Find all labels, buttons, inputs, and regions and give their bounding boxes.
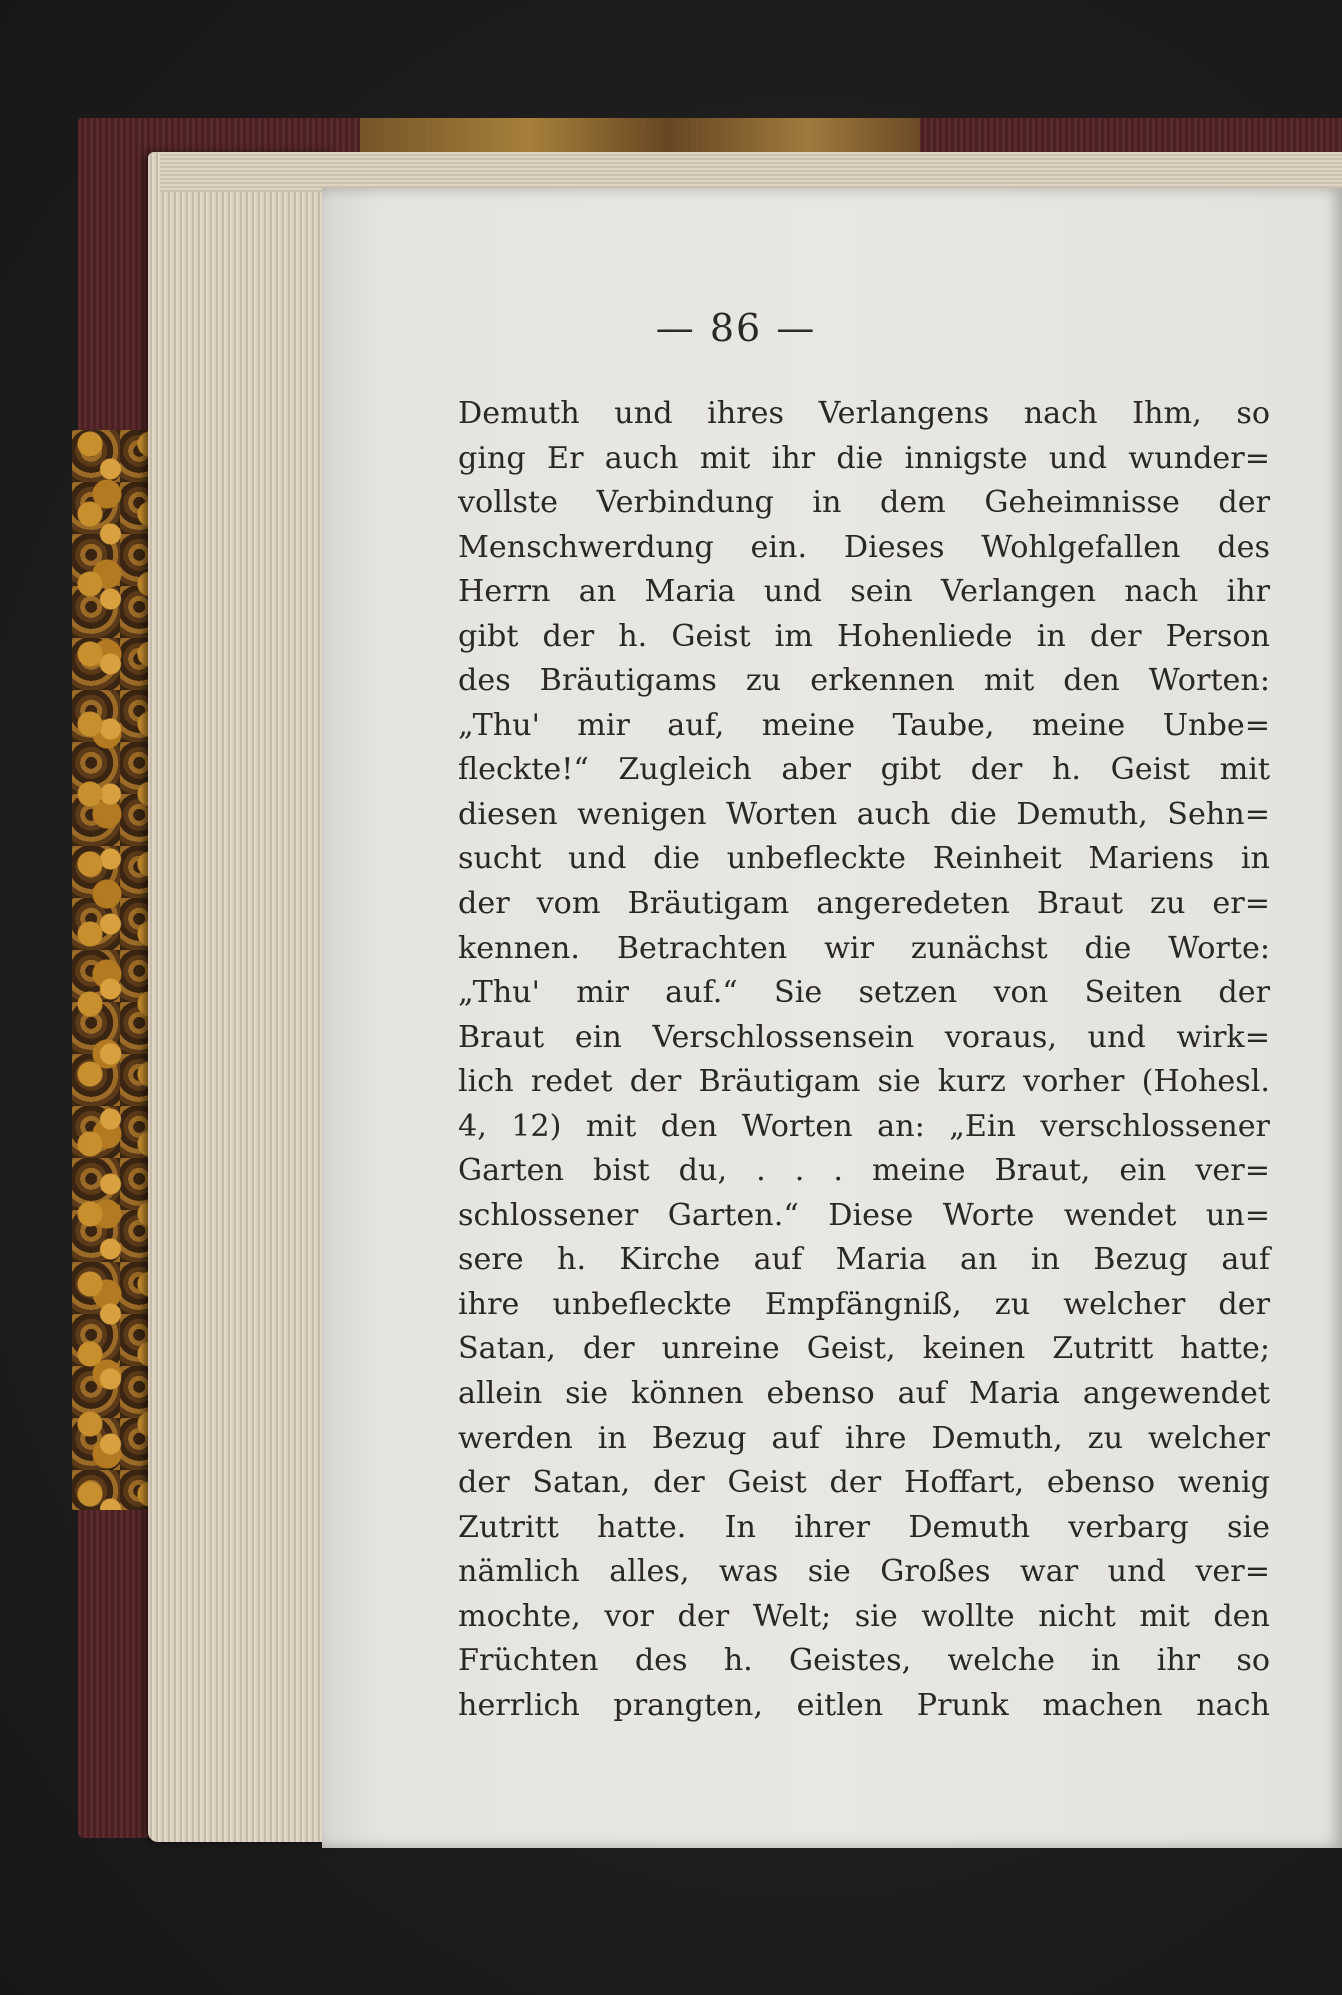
text-line: der Satan, der Geist der Hoffart, ebenso wenig bbox=[458, 1465, 1270, 1501]
text-line: ging Er auch mit ihr die innigste und wunder= bbox=[458, 440, 1270, 476]
text-line: gibt der h. Geist im Hohenliede in der Person bbox=[458, 618, 1270, 654]
body-text bbox=[458, 392, 1270, 1728]
text-line: mochte, vor der Welt; sie wollte nicht mit den bbox=[458, 1598, 1270, 1634]
text-line: 4, 12) mit den Worten an: „Ein verschlossener bbox=[458, 1108, 1270, 1144]
page-number: — 86 — bbox=[655, 306, 817, 350]
text-line: Zutritt hatte. In ihrer Demuth verbarg sie bbox=[458, 1509, 1270, 1545]
text-line: nämlich alles, was sie Großes war und ver= bbox=[458, 1554, 1270, 1590]
text-line: herrlich prangten, eitlen Prunk machen nach bbox=[458, 1687, 1270, 1723]
text-line: Herrn an Maria und sein Verlangen nach ihr bbox=[458, 574, 1270, 610]
text-line: Garten bist du, . . . meine Braut, ein ver= bbox=[458, 1153, 1270, 1189]
text-line: vollste Verbindung in dem Geheimnisse der bbox=[458, 485, 1270, 521]
text-line: Demuth und ihres Verlangens nach Ihm, so bbox=[458, 396, 1270, 431]
text-line: der vom Bräutigam angeredeten Braut zu er= bbox=[458, 886, 1270, 922]
text-line: sucht und die unbefleckte Reinheit Mariens in bbox=[458, 841, 1270, 877]
marbled-board bbox=[72, 430, 154, 1510]
text-line: Früchten des h. Geistes, welche in ihr so bbox=[458, 1643, 1270, 1679]
text-line: allein sie können ebenso auf Maria angewendet bbox=[458, 1376, 1270, 1412]
text-line: lich redet der Bräutigam sie kurz vorher (Hohesl. bbox=[458, 1064, 1270, 1100]
text-line: Satan, der unreine Geist, keinen Zutritt hatte; bbox=[458, 1331, 1270, 1367]
text-line: schlossener Garten.“ Diese Worte wendet un= bbox=[458, 1197, 1270, 1233]
text-line: fleckte!“ Zugleich aber gibt der h. Geist mit bbox=[458, 752, 1270, 788]
text-line: sere h. Kirche auf Maria an in Bezug auf bbox=[458, 1242, 1270, 1278]
text-line: Menschwerdung ein. Dieses Wohlgefallen des bbox=[458, 529, 1270, 565]
text-line: „Thu' mir auf, meine Taube, meine Unbe= bbox=[458, 707, 1270, 743]
text-line: des Bräutigams zu erkennen mit den Worten: bbox=[458, 663, 1270, 699]
text-line: „Thu' mir auf.“ Sie setzen von Seiten der bbox=[458, 975, 1270, 1011]
page-top-edges bbox=[160, 152, 1342, 192]
text-line: kennen. Betrachten wir zunächst die Worte: bbox=[458, 930, 1270, 966]
text-line: Braut ein Verschlossensein voraus, und wirk= bbox=[458, 1019, 1270, 1055]
text-line: diesen wenigen Worten auch die Demuth, Sehn= bbox=[458, 796, 1270, 832]
text-line: werden in Bezug auf ihre Demuth, zu welcher bbox=[458, 1420, 1270, 1456]
text-line: ihre unbefleckte Empfängniß, zu welcher der bbox=[458, 1286, 1270, 1322]
page-block-edges bbox=[148, 152, 338, 1842]
